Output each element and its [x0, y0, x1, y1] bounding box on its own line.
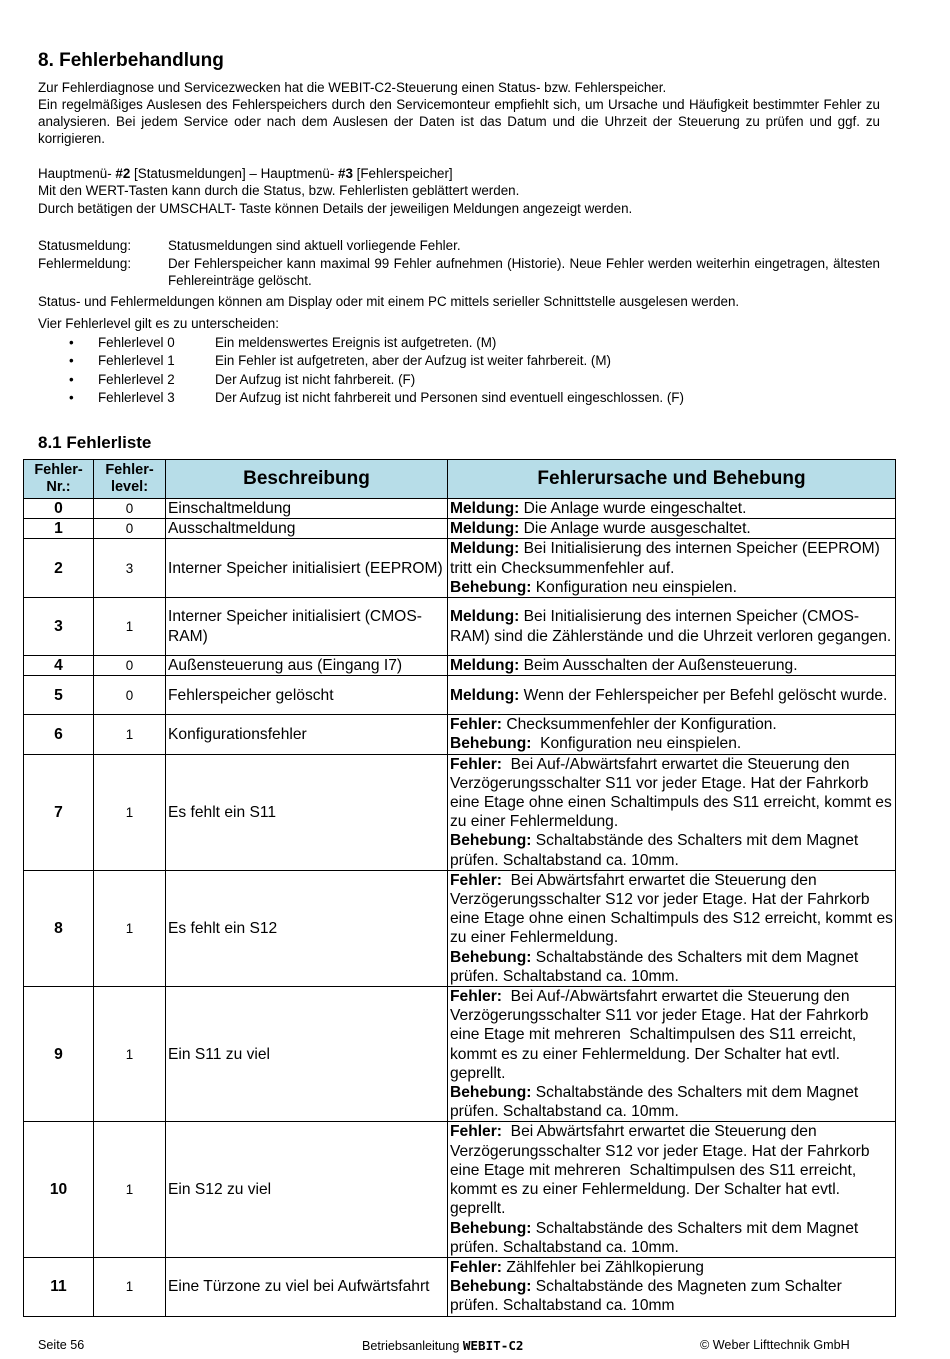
definition-term: Statusmeldung:	[38, 238, 132, 253]
table-row	[24, 519, 896, 539]
cell-description: Ein S12 zu viel	[166, 1122, 448, 1257]
cell-error-level: 1	[94, 754, 166, 870]
cause-text: Bei Initialisierung des internen Speicher (CMOS-RAM) sind die Zählerstände und die Uhrzeit verloren gegangen.	[450, 608, 892, 645]
cell-error-level: 1	[94, 598, 166, 656]
level-name: Fehlerlevel 1	[98, 353, 175, 369]
cause-line	[450, 656, 893, 675]
cell-description: Eine Türzone zu viel bei Aufwärtsfahrt	[166, 1257, 448, 1316]
cause-label: Behebung:	[450, 735, 532, 753]
error-table	[23, 459, 896, 1317]
cell-cause	[448, 519, 896, 539]
cell-error-nr: 6	[24, 715, 94, 754]
header-description: Beschreibung	[166, 460, 448, 499]
cause-text: Konfiguration neu einspielen.	[531, 578, 737, 596]
cell-cause	[448, 870, 896, 986]
cell-description: Einschaltmeldung	[166, 499, 448, 519]
list-item	[38, 371, 880, 389]
cause-line	[450, 686, 893, 705]
cell-description: Konfigurationsfehler	[166, 715, 448, 754]
cell-error-nr: 9	[24, 987, 94, 1122]
cause-line	[450, 948, 893, 986]
table-row	[24, 754, 896, 870]
cause-text: Bei Auf-/Abwärtsfahrt erwartet die Steuerung den Verzögerungsschalter S11 vor jeder Etage. Hat der Fahrkorb eine Etage mit mehreren Schaltimpulsen des S11 erreicht, kommt es zu einer Fehlermeldung. Der Schalter hat evtl. geprellt.	[450, 988, 873, 1082]
definition-term: Fehlermeldung:	[38, 256, 132, 271]
cause-line	[450, 1277, 893, 1315]
footer-doc	[362, 1338, 524, 1353]
table-row	[24, 656, 896, 676]
cell-description: Interner Speicher initialisiert (EEPROM)	[166, 539, 448, 598]
cell-cause	[448, 1257, 896, 1316]
cell-error-level: 1	[94, 715, 166, 754]
cause-line	[450, 578, 893, 597]
cause-text: Wenn der Fehlerspeicher per Befehl gelöscht wurde.	[519, 686, 888, 704]
cause-label: Meldung:	[450, 686, 520, 704]
table-row	[24, 870, 896, 986]
cause-text: Schaltabstände des Schalters mit dem Magnet prüfen. Schaltabstand ca. 10mm.	[450, 1084, 863, 1121]
cause-text: Bei Auf-/Abwärtsfahrt erwartet die Steuerung den Verzögerungsschalter S11 vor jeder Etage. Hat der Fahrkorb eine Etage ohne einen Schaltimpuls des S11 erreicht, kommt es zu einer Fehlermeldung.	[450, 755, 897, 831]
cause-text: Schaltabstände des Schalters mit dem Magnet prüfen. Schaltabstand ca. 10mm.	[450, 948, 863, 985]
level-text: Ein meldenswertes Ereignis ist aufgetreten. (M)	[215, 335, 497, 350]
table-row	[24, 676, 896, 715]
cause-line	[450, 987, 893, 1083]
cell-error-nr: 4	[24, 656, 94, 676]
cause-text: Schaltabstände des Schalters mit dem Magnet prüfen. Schaltabstand ca. 10mm.	[450, 832, 863, 869]
cell-error-level: 0	[94, 519, 166, 539]
cell-cause	[448, 598, 896, 656]
cell-error-nr: 8	[24, 870, 94, 986]
cause-text: Bei Abwärtsfahrt erwartet die Steuerung den Verzögerungsschalter S12 vor jeder Etage. Hat der Fahrkorb eine Etage mit mehreren Schaltimpulsen des S11 erreicht, kommt es zu einer Fehlermeldung. Der Schalter hat evtl. geprellt.	[450, 1123, 874, 1218]
cause-text: Konfiguration neu einspielen.	[531, 735, 742, 753]
cause-label: Fehler:	[450, 1123, 502, 1141]
list-item	[38, 389, 880, 407]
cause-label: Behebung:	[450, 1084, 532, 1102]
header-nr: Fehler-Nr.:	[24, 460, 94, 499]
cause-label: Behebung:	[450, 832, 532, 850]
subsection-heading: 8.1 Fehlerliste	[38, 433, 152, 452]
footer-doc-prefix: Betriebsanleitung	[362, 1339, 463, 1353]
cell-error-nr: 1	[24, 519, 94, 539]
cell-error-nr: 7	[24, 754, 94, 870]
cell-error-level: 0	[94, 656, 166, 676]
section-heading: 8. Fehlerbehandlung	[38, 50, 224, 71]
cause-label: Behebung:	[450, 1219, 532, 1237]
cell-cause	[448, 715, 896, 754]
cause-line	[450, 519, 893, 538]
cell-description: Ausschaltmeldung	[166, 519, 448, 539]
levels-intro: Vier Fehlerlevel gilt es zu unterscheiden:	[38, 316, 279, 331]
level-text: Ein Fehler ist aufgetreten, aber der Aufzug ist weiter fahrbereit. (M)	[215, 353, 611, 369]
cause-label: Meldung:	[450, 500, 520, 517]
menu-path-d: #3	[338, 166, 353, 181]
cell-error-level: 1	[94, 987, 166, 1122]
cell-error-nr: 2	[24, 539, 94, 598]
cause-line	[450, 1083, 893, 1121]
intro-paragraph: Ein regelmäßiges Auslesen des Fehlerspeichers durch den Servicemonteur empfiehlt sich, um Ursache und Häufigkeit bestimmter Fehler zu analysieren. Bei jedem Service oder nach dem Auslesen der Daten ist das Datum und die Uhrzeit der Steuerung zu prüfen und ggf. zu korrigieren.	[38, 97, 880, 146]
level-name: Fehlerlevel 2	[98, 371, 175, 387]
cause-line	[450, 831, 893, 869]
list-item	[38, 334, 880, 352]
cause-text: Bei Abwärtsfahrt erwartet die Steuerung den Verzögerungsschalter S12 vor jeder Etage. Hat der Fahrkorb eine Etage ohne einen Schaltimpuls des S12 erreicht, kommt es zu einer Fehlermeldung.	[450, 871, 898, 947]
cause-text: Schaltabstände des Magneten zum Schalter prüfen. Schaltabstand ca. 10mm	[450, 1278, 847, 1315]
menu-path-e: [Fehlerspeicher]	[352, 166, 453, 181]
cause-line	[450, 499, 893, 518]
cause-line	[450, 1219, 893, 1257]
cause-line	[450, 734, 893, 753]
bullet-icon: •	[69, 335, 74, 350]
cause-line	[450, 607, 893, 645]
bullet-icon: •	[69, 371, 74, 387]
cause-line	[450, 1258, 893, 1277]
level-list	[38, 334, 880, 407]
menu-line-3: Durch betätigen der UMSCHALT- Taste können Details der jeweiligen Meldungen angezeigt werden.	[38, 201, 633, 216]
cause-label: Fehler:	[450, 988, 502, 1006]
header-level: Fehler-level:	[94, 460, 166, 499]
cell-error-level: 0	[94, 499, 166, 519]
cause-label: Meldung:	[450, 608, 520, 626]
level-text: Der Aufzug ist nicht fahrbereit. (F)	[215, 371, 416, 387]
cell-error-nr: 0	[24, 499, 94, 519]
cell-description: Es fehlt ein S11	[166, 754, 448, 870]
table-row	[24, 1257, 896, 1316]
cell-error-level: 0	[94, 676, 166, 715]
cause-label: Behebung:	[450, 948, 532, 966]
cell-cause	[448, 987, 896, 1122]
list-item	[38, 352, 880, 370]
cell-cause	[448, 539, 896, 598]
menu-path-a: Hauptmenü-	[38, 166, 116, 181]
table-row	[24, 715, 896, 754]
cell-cause	[448, 499, 896, 519]
cell-description: Außensteuerung aus (Eingang I7)	[166, 656, 448, 676]
table-row	[24, 499, 896, 519]
cell-error-nr: 3	[24, 598, 94, 656]
level-name: Fehlerlevel 0	[98, 335, 175, 350]
cell-error-nr: 10	[24, 1122, 94, 1257]
cell-description: Es fehlt ein S12	[166, 870, 448, 986]
cause-text: Zählfehler bei Zählkopierung	[502, 1258, 704, 1276]
cause-line	[450, 1122, 893, 1218]
level-text: Der Aufzug ist nicht fahrbereit und Personen sind eventuell eingeschlossen. (F)	[215, 389, 684, 405]
cell-cause	[448, 656, 896, 676]
cause-text: Bei Initialisierung des internen Speicher (EEPROM) tritt ein Checksummenfehler auf.	[450, 540, 885, 577]
cell-error-level: 1	[94, 870, 166, 986]
cell-error-nr: 11	[24, 1257, 94, 1316]
cell-cause	[448, 1122, 896, 1257]
footer-doc-name: WEBIT-C2	[462, 1338, 524, 1353]
cause-line	[450, 715, 893, 734]
cell-error-level: 1	[94, 1122, 166, 1257]
cause-label: Behebung:	[450, 578, 532, 596]
cause-text: Checksummenfehler der Konfiguration.	[502, 716, 777, 734]
menu-path	[38, 165, 880, 182]
cell-description: Ein S11 zu viel	[166, 987, 448, 1122]
footer-copyright: © Weber Lifttechnik GmbH	[700, 1338, 850, 1352]
cause-label: Meldung:	[450, 657, 520, 675]
cause-line	[450, 539, 893, 577]
cause-text: Beim Ausschalten der Außensteuerung.	[519, 657, 798, 675]
table-row	[24, 598, 896, 656]
cell-cause	[448, 754, 896, 870]
header-cause: Fehlerursache und Behebung	[448, 460, 896, 499]
cause-label: Meldung:	[450, 540, 520, 558]
intro-line: Zur Fehlerdiagnose und Servicezwecken hat die WEBIT-C2-Steuerung einen Status- bzw. Fehlerspeicher.	[38, 80, 667, 95]
display-note: Status- und Fehlermeldungen können am Display oder mit einem PC mittels serieller Schnittstelle ausgelesen werden.	[38, 294, 740, 309]
cause-label: Fehler:	[450, 716, 502, 734]
cause-text: Schaltabstände des Schalters mit dem Magnet prüfen. Schaltabstand ca. 10mm.	[450, 1219, 863, 1256]
cell-description: Interner Speicher initialisiert (CMOS-RAM)	[166, 598, 448, 656]
cell-error-level: 3	[94, 539, 166, 598]
cell-error-nr: 5	[24, 676, 94, 715]
menu-path-b: #2	[115, 166, 131, 181]
menu-path-c: [Statusmeldungen] – Hauptmenü-	[130, 166, 339, 181]
cause-label: Meldung:	[450, 520, 520, 538]
level-name: Fehlerlevel 3	[98, 389, 175, 405]
table-row	[24, 1122, 896, 1257]
definition-desc: Statusmeldungen sind aktuell vorliegende Fehler.	[168, 238, 461, 253]
footer-page: Seite 56	[38, 1338, 85, 1352]
cause-line	[450, 755, 897, 832]
cause-line	[450, 871, 898, 948]
cell-cause	[448, 676, 896, 715]
cell-description: Fehlerspeicher gelöscht	[166, 676, 448, 715]
table-row	[24, 987, 896, 1122]
cause-label: Behebung:	[450, 1278, 532, 1296]
bullet-icon: •	[69, 389, 74, 405]
table-row	[24, 539, 896, 598]
cause-label: Fehler:	[450, 755, 502, 773]
cell-error-level: 1	[94, 1257, 166, 1316]
table-header-row	[24, 460, 896, 499]
cause-text: Die Anlage wurde ausgeschaltet.	[519, 520, 751, 538]
definition-desc: Der Fehlerspeicher kann maximal 99 Fehler aufnehmen (Historie). Neue Fehler werden weiterhin eingetragen, ältesten Fehlereinträge gelöscht.	[168, 256, 880, 288]
cause-text: Die Anlage wurde eingeschaltet.	[519, 500, 747, 517]
bullet-icon: •	[69, 353, 74, 369]
cause-label: Fehler:	[450, 1258, 502, 1276]
cause-label: Fehler:	[450, 871, 502, 889]
menu-line-2: Mit den WERT-Tasten kann durch die Status, bzw. Fehlerlisten geblättert werden.	[38, 183, 520, 198]
